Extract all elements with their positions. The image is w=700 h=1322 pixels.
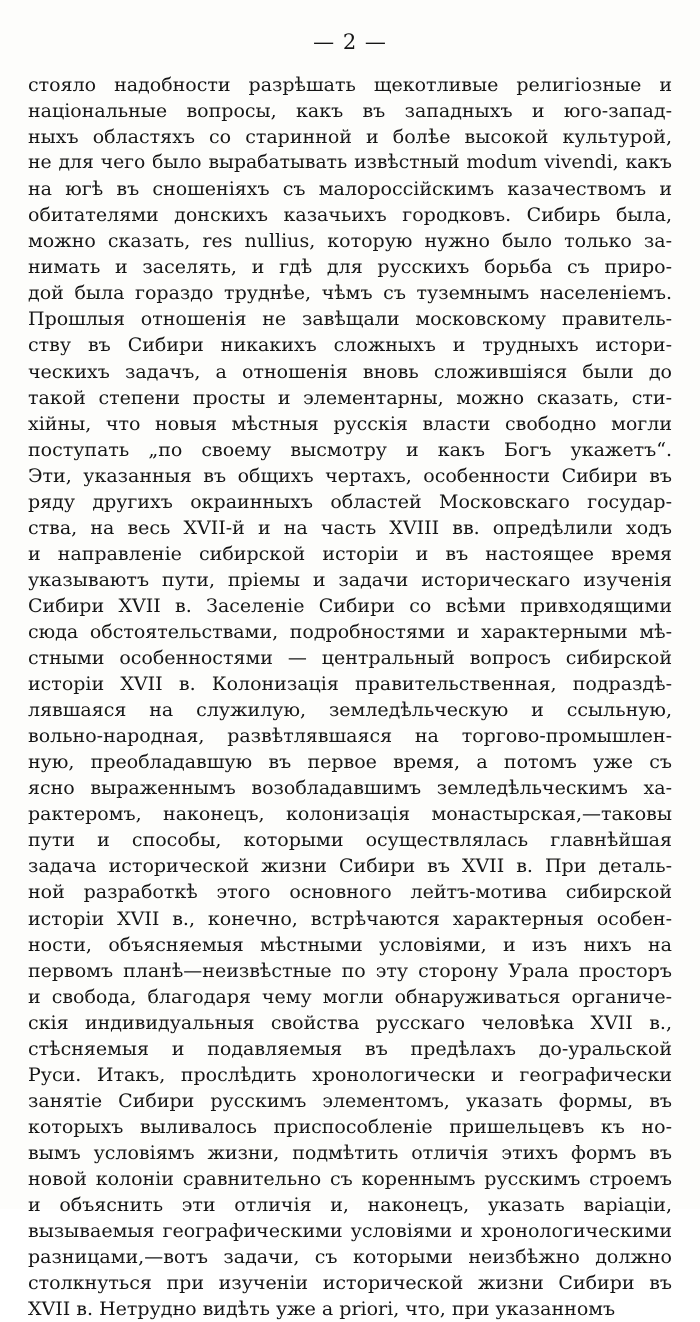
- text-line: столкнуться при изученіи исторической жизни Сибири въ: [28, 1272, 672, 1295]
- text-line: ныхъ областяхъ со старинной и болѣе высокой культурой,: [28, 126, 672, 149]
- page-number: — 2 —: [313, 30, 387, 54]
- text-line: такой степени просты и элементарны, можно сказать, сти-: [28, 386, 672, 409]
- text-line: поступать „по своему высмотру и какъ Богъ укажетъ“.: [28, 438, 672, 461]
- text-line: новой колоніи сравнительно съ кореннымъ русскимъ строемъ: [28, 1167, 672, 1190]
- text-line: XVII в. Нетрудно видѣть уже a priori, что, при указанномъ: [28, 1298, 616, 1321]
- text-line: и свобода, благодаря чему могли обнаруживаться органиче-: [28, 985, 672, 1008]
- text-line: и объяснить эти отличія и, наконецъ, указать варіаціи,: [28, 1194, 672, 1217]
- text-line: нимать и заселять, и гдѣ для русскихъ борьба съ приро-: [28, 256, 672, 279]
- text-line: пути и способы, которыми осуществлялась главнѣйшая: [28, 829, 672, 852]
- text-line: можно сказать, res nullius, которую нужно было только за-: [28, 230, 672, 253]
- text-line: дой была гораздо труднѣе, чѣмъ съ туземнымъ населеніемъ.: [28, 282, 672, 305]
- text-line: лявшаяся на служилую, земледѣльческую и ссыльную,: [28, 699, 672, 722]
- text-line: указываютъ пути, пріемы и задачи историческаго изученія: [28, 568, 672, 591]
- text-line: на югѣ въ сношеніяхъ съ малороссійскимъ казачествомъ и: [28, 178, 672, 201]
- text-line: Руси. Итакъ, прослѣдить хронологически и географически: [28, 1063, 672, 1086]
- text-line: Эти, указанныя въ общихъ чертахъ, особенности Сибири въ: [28, 464, 672, 487]
- text-line: задача исторической жизни Сибири въ XVII в. При деталь-: [28, 855, 672, 878]
- text-line: и направленіе сибирской исторіи и въ настоящее время: [28, 542, 672, 565]
- text-line: ясно выраженнымъ возобладавшимъ земледѣльческимъ ха-: [28, 777, 672, 800]
- text-line: занятіе Сибири русскимъ элементомъ, указать формы, въ: [28, 1089, 672, 1112]
- text-line: ческихъ задачъ, а отношенія вновь сложившіяся были до: [28, 360, 672, 383]
- text-line: ряду другихъ окраинныхъ областей Московскаго государ-: [28, 490, 672, 513]
- text-line: стными особенностями — центральный вопросъ сибирской: [28, 647, 672, 670]
- text-line: рактеромъ, наконецъ, колонизація монастырская,—таковы: [28, 803, 672, 826]
- text-line: исторіи XVII в. Колонизація правительственная, подраздѣ-: [28, 673, 672, 696]
- text-line: разницами,—вотъ задачи, съ которыми неизбѣжно должно: [28, 1246, 672, 1269]
- text-line: исторіи XVII в., конечно, встрѣчаются характерныя особен-: [28, 907, 672, 930]
- text-line: Сибири XVII в. Заселеніе Сибири со всѣми привходящими: [28, 594, 672, 617]
- text-line: сюда обстоятельствами, подробностями и характерными мѣ-: [28, 620, 672, 643]
- text-line: скія индивидуальныя свойства русскаго человѣка XVII в.,: [28, 1011, 672, 1034]
- text-line: стѣсняемыя и подавляемыя въ предѣлахъ до-уральской: [28, 1037, 672, 1060]
- text-line: вызываемыя географическими условіями и хронологическими: [28, 1220, 672, 1243]
- text-line: стояло надобности разрѣшать щекотливые религіозные и: [28, 74, 672, 96]
- text-line: ности, объясняемыя мѣстными условіями, и изъ нихъ на: [28, 933, 672, 956]
- text-line: вымъ условіямъ жизни, подмѣтить отличія этихъ формъ въ: [28, 1141, 672, 1164]
- text-line: ной разработкѣ этого основного лейтъ-мотива сибирской: [28, 881, 672, 904]
- text-line: хійны, что новыя мѣстныя русскія власти свободно могли: [28, 412, 672, 435]
- text-line: которыхъ выливалось приспособленіе пришельцевъ къ но-: [28, 1115, 672, 1138]
- text-line: ству въ Сибири никакихъ сложныхъ и трудныхъ истори-: [28, 334, 672, 357]
- text-line: вольно-народная, развѣтлявшаяся на торгово-промышлен-: [28, 725, 672, 748]
- text-line: не для чего было вырабатывать извѣстный modum vivendi, какъ: [28, 152, 672, 174]
- text-line: первомъ планѣ—неизвѣстные по эту сторону Урала просторъ: [28, 959, 672, 982]
- text-line: Прошлыя отношенія не завѣщали московскому правитель-: [28, 308, 672, 331]
- body-text: [28, 72, 672, 1322]
- text-line: обитателями донскихъ казачьихъ городковъ. Сибирь была,: [28, 204, 672, 227]
- text-line: національные вопросы, какъ въ западныхъ и юго-запад-: [28, 100, 672, 123]
- text-line: ства, на весь XVII-й и на часть XVIII вв. опредѣлили ходъ: [28, 516, 672, 539]
- text-line: ную, преобладавшую въ первое время, а потомъ уже съ: [28, 751, 672, 774]
